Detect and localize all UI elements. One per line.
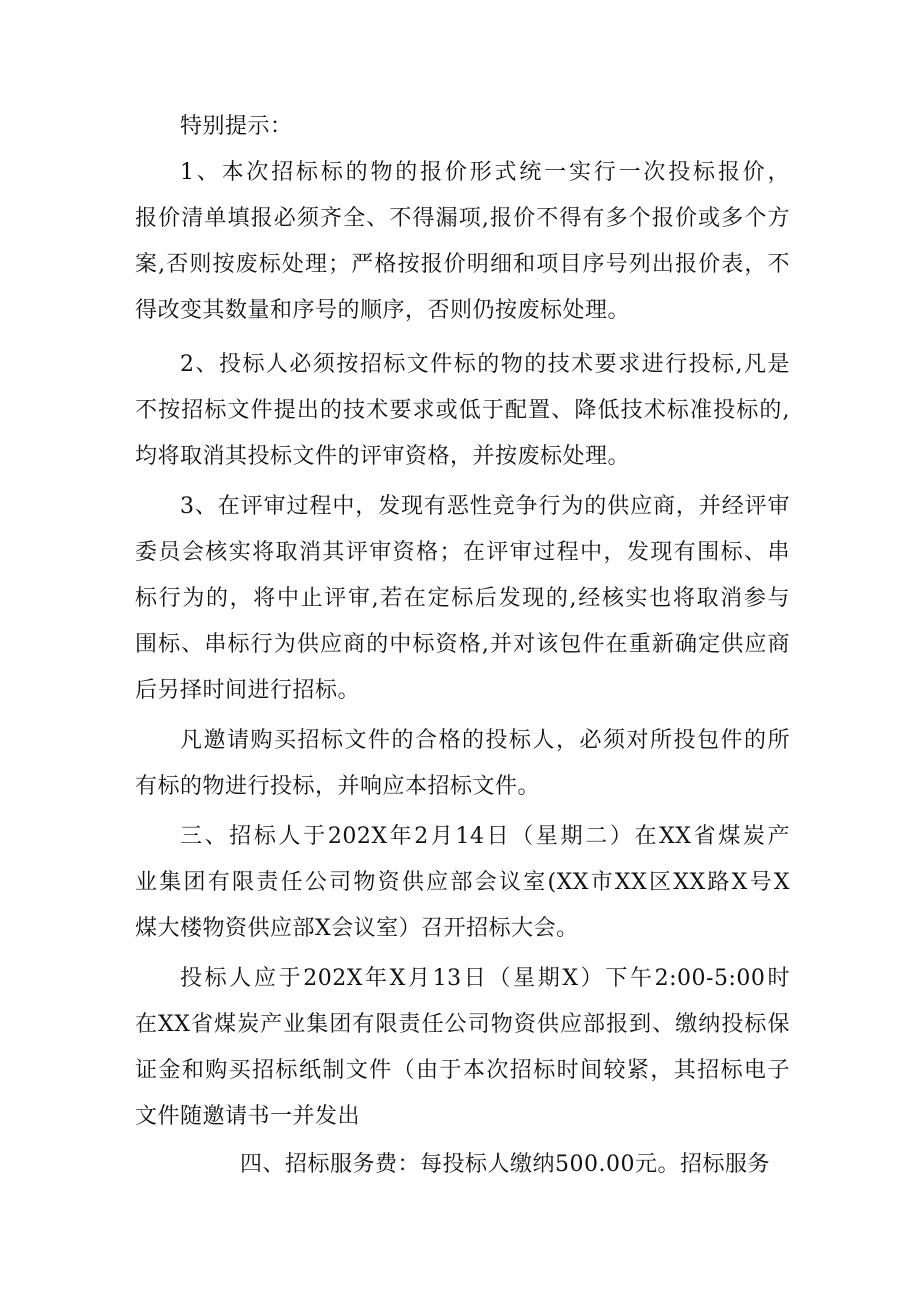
- section4-line: 四、招标服务费：每投标人缴纳500.00元。招标服务: [240, 1152, 770, 1177]
- item1-line: 得改变其数量和序号的顺序，否则仍按废标处理。: [135, 298, 631, 323]
- invitation-line: 凡邀请购买招标文件的合格的投标人，必须对所投包件的所: [180, 728, 790, 753]
- section3-line: 三、招标人于202X年2月14日（星期二）在XX省煤炭产: [180, 824, 790, 849]
- item1-line: 案,否则按废标处理；严格按报价明细和项目序号列出报价表，不: [135, 252, 790, 277]
- item1-line: 报价清单填报必须齐全、不得漏项,报价不得有多个报价或多个方: [135, 206, 790, 231]
- special-tip-heading: 特别提示：: [180, 114, 293, 139]
- registration-line: 在XX省煤炭产业集团有限责任公司物资供应部报到、缴纳投标保: [135, 1012, 790, 1037]
- item3-line: 3、在评审过程中，发现有恶性竞争行为的供应商，并经评审: [180, 494, 790, 519]
- section3-line: 煤大楼物资供应部X会议室）召开招标大会。: [135, 916, 579, 941]
- invitation-line: 有标的物进行投标，并响应本招标文件。: [135, 774, 541, 799]
- item3-line: 围标、串标行为供应商的中标资格,并对该包件在重新确定供应商: [135, 632, 790, 657]
- item2-line: 不按招标文件提出的技术要求或低于配置、降低技术标准投标的,: [135, 398, 790, 423]
- item1-line: 1、本次招标标的物的报价形式统一实行一次投标报价，: [180, 160, 790, 185]
- item3-line: 后另择时间进行招标。: [135, 678, 361, 703]
- section3-line: 业集团有限责任公司物资供应部会议室(XX市XX区XX路X号X: [135, 870, 790, 895]
- item3-line: 委员会核实将取消其评审资格；在评审过程中，发现有围标、串: [135, 540, 790, 565]
- registration-line: 投标人应于202X年X月13日（星期X）下午2:00-5:00时: [180, 966, 790, 991]
- item2-line: 均将取消其投标文件的评审资格，并按废标处理。: [135, 444, 631, 469]
- item2-line: 2、投标人必须按招标文件标的物的技术要求进行投标,凡是: [180, 352, 790, 377]
- registration-line: 文件随邀请书一并发出: [135, 1104, 361, 1129]
- item3-line: 标行为的，将中止评审,若在定标后发现的,经核实也将取消参与: [135, 586, 790, 611]
- registration-line: 证金和购买招标纸制文件（由于本次招标时间较紧，其招标电子: [135, 1058, 790, 1083]
